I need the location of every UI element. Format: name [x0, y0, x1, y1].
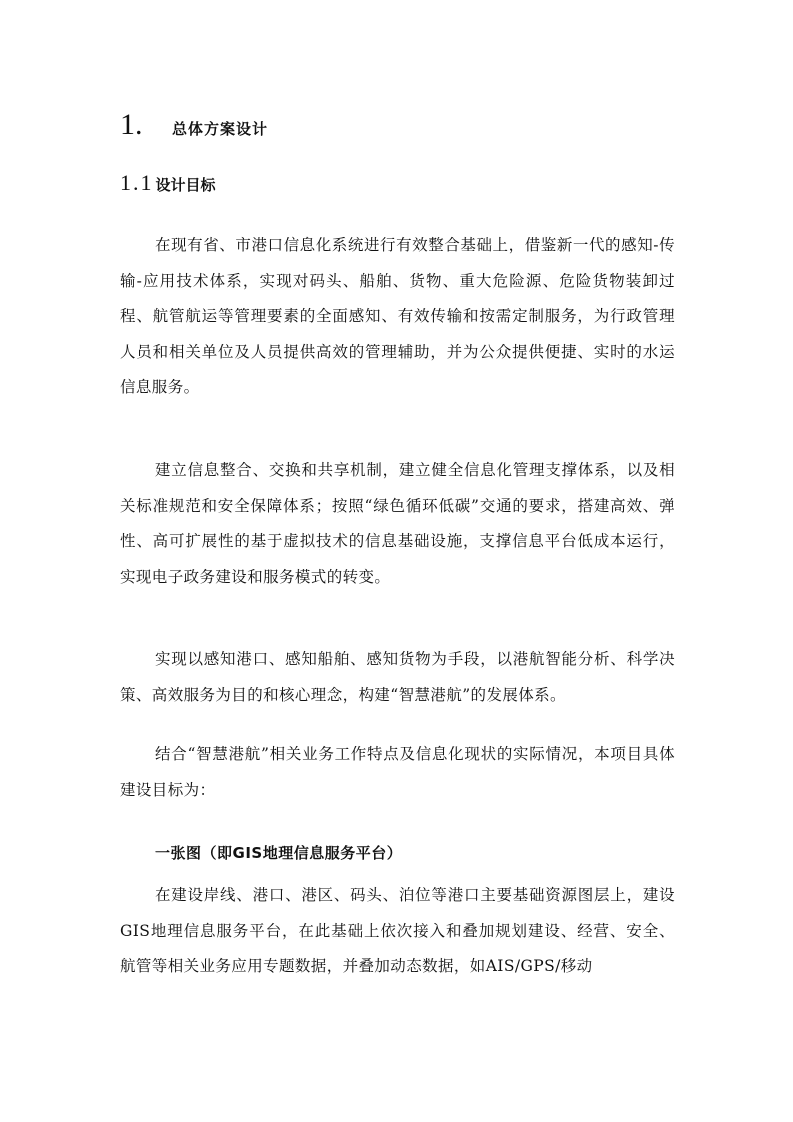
paragraph: 在建设岸线、港口、港区、码头、泊位等港口主要基础资源图层上，建设GIS地理信息服务平台，在此基础上依次接入和叠加规划建设、经营、安全、航管等相关业务应用专题数据，并叠加动态数据，如AIS/GPS/移动: [120, 886, 675, 975]
section-number: 1.: [120, 108, 143, 141]
paragraph: 结合“智慧港航”相关业务工作特点及信息化现状的实际情况，本项目具体建设目标为：: [120, 745, 675, 799]
section-heading: [120, 108, 268, 148]
paragraph: 建立信息整合、交换和共享机制，建立健全信息化管理支撑体系，以及相关标准规范和安全保障体系；按照“绿色循环低碳”交通的要求，搭建高效、弹性、高可扩展性的基于虚拟技术的信息基础设施，支撑信息平台低成本运行，实现电子政务建设和服务模式的转变。: [120, 461, 675, 586]
paragraph: 实现以感知港口、感知船舶、感知货物为手段，以港航智能分析、科学决策、高效服务为目的和核心理念，构建“智慧港航”的发展体系。: [120, 650, 675, 704]
item-heading: 一张图（即GIS地理信息服务平台）: [155, 844, 403, 862]
subsection-title: 设计目标: [155, 176, 216, 194]
paragraph: 在现有省、市港口信息化系统进行有效整合基础上，借鉴新一代的感知-传输-应用技术体系，实现对码头、船舶、货物、重大危险源、危险货物装卸过程、航管航运等管理要素的全面感知、有效传输和按需定制服务，为行政管理人员和相关单位及人员提供高效的管理辅助，并为公众提供便捷、实时的水运信息服务。: [120, 236, 675, 396]
section-title: 总体方案设计: [172, 120, 269, 138]
subsection-number: 1.1: [120, 170, 154, 195]
subsection-heading: [120, 170, 216, 196]
